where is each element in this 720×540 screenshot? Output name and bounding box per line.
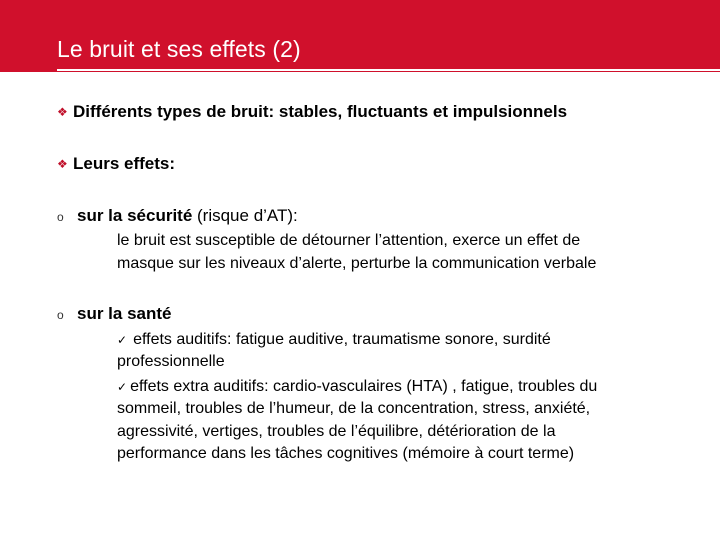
sante-line-text: effets auditifs: fatigue auditive, traumatisme sonore, surdité (133, 331, 551, 348)
sante-line-text: effets extra auditifs: cardio-vasculaires (HTA) , fatigue, troubles du (130, 378, 598, 395)
circle-bullet-icon: o (57, 210, 64, 224)
securite-heading (77, 206, 298, 226)
bullet-types-text: Différents types de bruit: stables, fluctuants et impulsionnels (73, 102, 568, 121)
sante-line: performance dans les tâches cognitives (mémoire à court terme) (117, 445, 575, 462)
securite-line: masque sur les niveaux d’alerte, perturbe la communication verbale (117, 255, 597, 272)
sante-line: professionnelle (117, 353, 225, 370)
bullet-effets-text: Leurs effets: (73, 154, 176, 173)
diamond-bullet-icon: ❖ (57, 105, 68, 119)
check-icon: ✓ (117, 380, 128, 394)
sante-line (117, 331, 551, 349)
sante-line: sommeil, troubles de l’humeur, de la concentration, stress, anxiété, (117, 400, 591, 417)
diamond-bullet-icon: ❖ (57, 157, 68, 171)
securite-line: le bruit est susceptible de détourner l’attention, exerce un effet de (117, 232, 581, 249)
slide-title: Le bruit et ses effets (2) (57, 36, 301, 62)
securite-heading-suffix: (risque d’AT): (192, 206, 298, 225)
sante-heading: sur la santé (77, 304, 172, 323)
sante-line: agressivité, vertiges, troubles de l’équilibre, détérioration de la (117, 423, 556, 440)
title-underline (57, 69, 720, 71)
circle-bullet-icon: o (57, 308, 64, 322)
check-icon: ✓ (117, 333, 128, 347)
sante-line (117, 378, 597, 396)
securite-heading-bold: sur la sécurité (77, 206, 193, 225)
